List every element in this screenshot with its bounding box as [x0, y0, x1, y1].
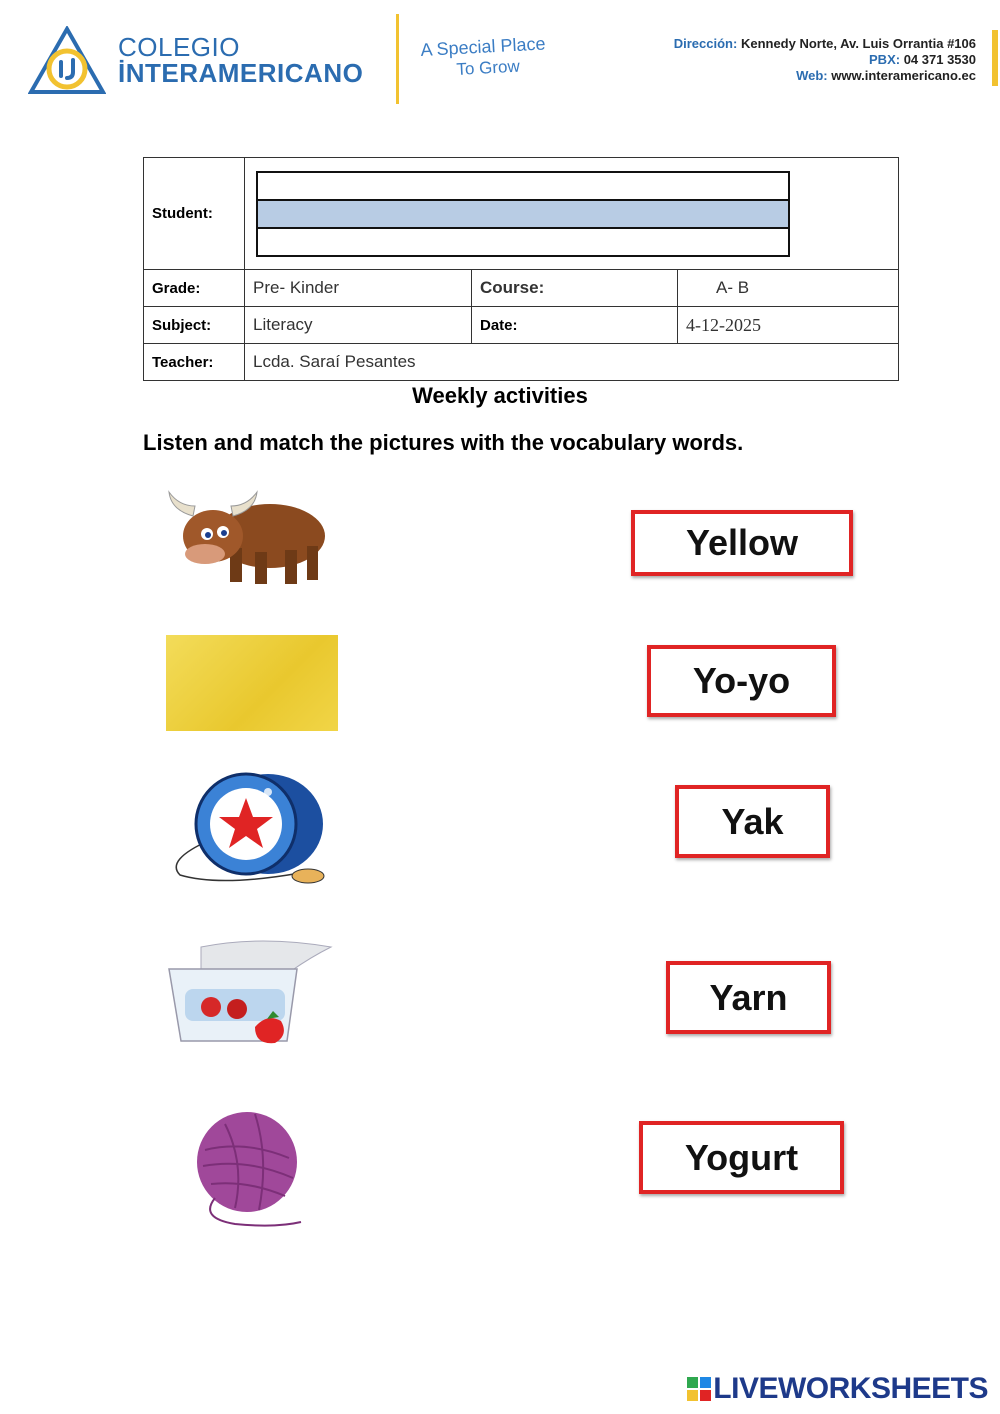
word-card-yarn[interactable] — [666, 961, 831, 1034]
word-card-yellow[interactable] — [631, 510, 853, 576]
phone-label: PBX: — [869, 52, 901, 67]
school-name-line2: İNTERAMERICANO — [118, 58, 364, 88]
address-label: Dirección: — [673, 36, 738, 51]
word-card-yogurt[interactable] — [639, 1121, 844, 1194]
word-label: Yak — [721, 800, 784, 842]
web-value: www.interamericano.ec — [831, 68, 976, 83]
school-logo-icon — [28, 26, 106, 96]
corner-accent-bar — [992, 30, 998, 86]
teacher-value-cell — [245, 344, 899, 381]
instruction-text: Listen and match the pictures with the vocabulary words. — [143, 430, 744, 455]
word-card-yoyo[interactable] — [647, 645, 836, 717]
course-value: A- B — [716, 278, 750, 297]
subject-value: Literacy — [253, 315, 313, 334]
course-value-cell — [678, 270, 899, 307]
web-label: Web: — [796, 68, 828, 83]
subject-value-cell — [245, 307, 472, 344]
yarn-picture[interactable] — [195, 1110, 310, 1228]
contact-block — [674, 36, 976, 84]
liveworksheets-logo[interactable] — [687, 1372, 988, 1406]
grade-value — [245, 270, 472, 307]
address-value: Kennedy Norte, Av. Luis Orrantia #106 — [740, 36, 976, 51]
student-cell — [245, 158, 899, 270]
grade-value-text: Pre- Kinder — [253, 278, 339, 297]
word-label: Yo-yo — [692, 660, 791, 701]
subject-row — [144, 307, 899, 344]
school-name-line1: COLEGIO — [118, 32, 240, 62]
grade-label: Grade: — [144, 270, 245, 307]
student-info-table — [143, 157, 899, 381]
teacher-label: Teacher: — [144, 344, 245, 381]
subject-label: Subject: — [144, 307, 245, 344]
course-label-cell — [472, 270, 678, 307]
word-label: Yarn — [709, 976, 788, 1018]
address-line — [674, 36, 976, 52]
teacher-row — [144, 344, 899, 381]
student-row — [144, 158, 899, 270]
student-line-3 — [256, 227, 790, 257]
date-value: 4-12-2025 — [686, 314, 761, 335]
teacher-value: Lcda. Saraí Pesantes — [253, 352, 416, 371]
word-label: Yellow — [685, 522, 799, 563]
yogurt-picture[interactable] — [165, 937, 333, 1052]
yak-picture[interactable] — [165, 486, 330, 590]
student-line-1 — [256, 171, 790, 201]
tagline-line1: A Special Place — [420, 33, 546, 60]
web-line — [674, 68, 976, 84]
student-label: Student: — [144, 158, 245, 270]
student-line-2[interactable] — [256, 199, 790, 229]
worksheet-title: Weekly activities — [412, 383, 588, 408]
word-label: Yogurt — [684, 1136, 799, 1178]
yoyo-picture[interactable] — [170, 770, 335, 890]
date-label: Date: — [472, 307, 678, 344]
word-card-yak[interactable] — [675, 785, 830, 858]
liveworksheets-text: LIVEWORKSHEETS — [713, 1372, 988, 1405]
course-label: Course: — [480, 278, 545, 297]
phone-line — [674, 52, 976, 68]
student-name-field[interactable] — [256, 171, 790, 257]
phone-value: 04 371 3530 — [903, 52, 976, 67]
header-divider — [396, 14, 399, 104]
yellow-swatch-picture[interactable] — [166, 635, 338, 731]
liveworksheets-icon — [687, 1375, 713, 1403]
date-value-cell — [678, 307, 899, 344]
grade-row — [144, 270, 899, 307]
tagline-line2: To Grow — [456, 56, 521, 79]
